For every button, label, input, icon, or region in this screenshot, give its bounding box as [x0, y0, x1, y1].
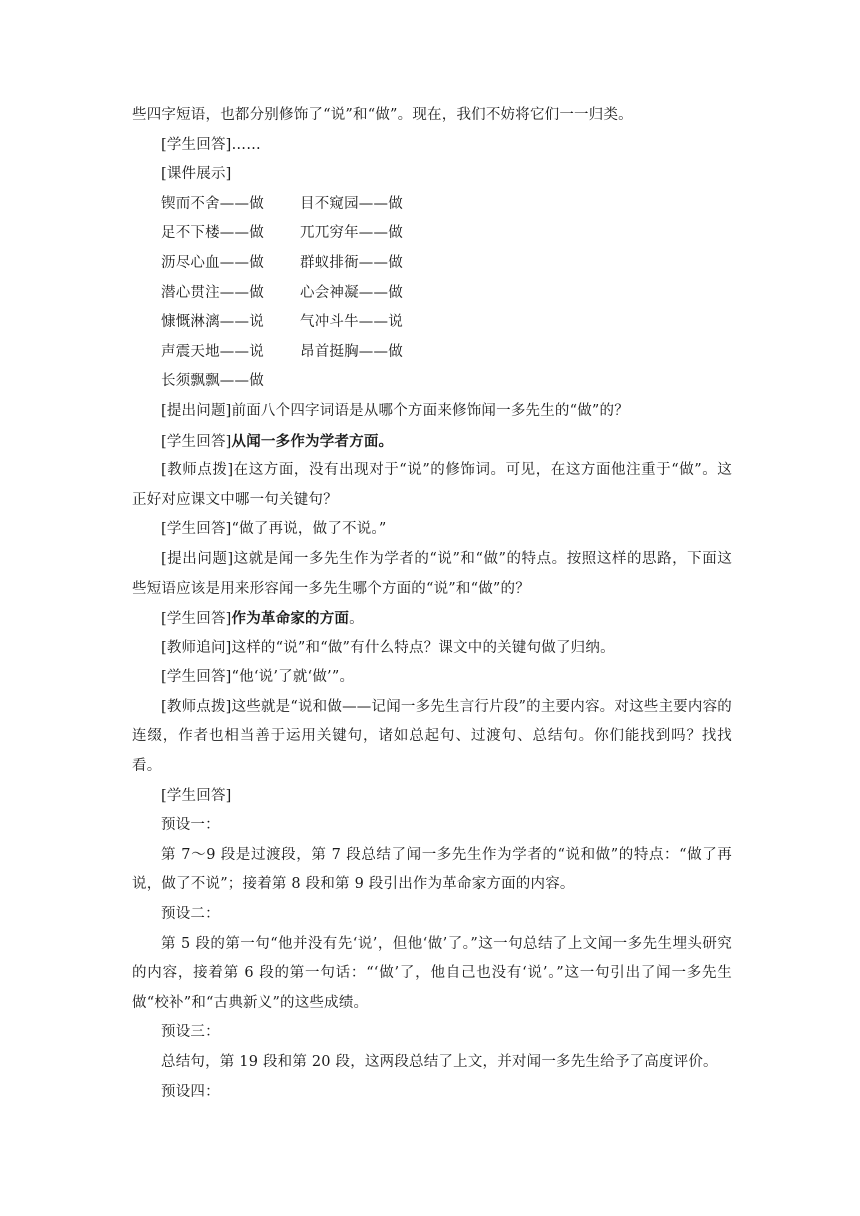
phrase-pair-2: [132, 219, 732, 249]
phrase-pair-3: [132, 249, 732, 279]
answer-4-text: 作为革命家的方面: [231, 610, 350, 628]
phrase-right: 兀兀穷年——做: [300, 225, 403, 242]
question-1: [132, 397, 732, 427]
answer-4-label: [学生回答]: [161, 611, 232, 628]
preset-2-text: 第 5 段的第一句“他并没有先‘说’，但他‘做’了。”这一句总结了上文闻一多先生埋头研究的内容，接着第 6 段的第一句话：“‘做’了，他自己也没有‘说’。”这一句引出了闻一多先生做“校补”和“古典新义”的这些成绩。: [132, 935, 732, 1011]
phrase-right: 昂首挺胸——做: [300, 343, 403, 360]
question-2-text: 这就是闻一多先生作为学者的“说”和“做”的特点。按照这样的思路，下面这些短语应该是用来形容闻一多先生哪个方面的“说”和“做”的？: [132, 550, 732, 597]
preset-3-label: 预设三：: [161, 1024, 220, 1041]
answer-4-end: 。: [349, 611, 364, 628]
guidance-1-text: 在这方面，没有出现对于“说”的修饰词。可见，在这方面他注重于“做”。这正好对应课文中哪一句关键句？: [132, 462, 732, 508]
phrase-pair-6: [132, 338, 732, 368]
guidance-1-label: [教师点拨]: [161, 462, 234, 479]
phrase-left: 慷慨淋漓——说: [161, 314, 264, 331]
question-2: [132, 545, 732, 604]
preset-2-label: 预设二：: [161, 906, 220, 923]
phrase-left: 足不下楼——做: [161, 225, 264, 242]
phrase-left: 潜心贯注——做: [161, 284, 264, 301]
phrase-right: 群蚁排衙——做: [300, 254, 403, 271]
phrase-left: 沥尽心血——做: [161, 254, 264, 271]
student-answer-6: [学生回答]: [161, 787, 232, 804]
document-page: [132, 101, 732, 1107]
phrase-left: 锲而不舍——做: [161, 195, 264, 212]
student-answer-4: [132, 604, 732, 634]
preset-3-text: 总结句，第 19 段和第 20 段，这两段总结了上文，并对闻一多先生给予了高度评价。: [161, 1054, 718, 1070]
phrase-pair-5: [132, 308, 732, 338]
teacher-followup: [教师追问]这样的“说”和“做”有什么特点？课文中的关键句做了归纳。: [161, 639, 615, 656]
teacher-guidance-1: [132, 456, 732, 515]
phrase-right: 心会神凝——做: [300, 284, 403, 301]
phrase-left: 声震天地——说: [161, 343, 264, 360]
answer-2-end: 。: [378, 432, 394, 450]
courseware-label: [课件展示]: [161, 166, 232, 183]
preset-1-label: 预设一：: [161, 817, 220, 834]
phrase-right: 目不窥园——做: [300, 195, 403, 212]
question-1-label: [提出问题]: [161, 402, 232, 419]
student-answer-5: [学生回答]“他‘说’了就‘做’”。: [161, 669, 355, 686]
teacher-guidance-2: [教师点拨]这些就是“说和做——记闻一多先生言行片段”的主要内容。对这些主要内容的连缀，作者也相当善于运用关键句，诸如总起句、过渡句、总结句。你们能找到吗？找找看。: [132, 698, 732, 775]
student-answer-2: [132, 427, 732, 457]
preset-4-label: 预设四：: [161, 1083, 220, 1100]
preset-1-text: 第 7～9 段是过渡段，第 7 段总结了闻一多先生作为学者的“说和做”的特点：“做了再说，做了不说”；接着第 8 段和第 9 段引出作为革命家方面的内容。: [132, 846, 732, 893]
student-answer-1: [学生回答]……: [161, 136, 261, 153]
question-2-label: [提出问题]: [161, 550, 234, 567]
question-1-text: 前面八个四字词语是从哪个方面来修饰闻一多先生的“做”的？: [231, 402, 629, 419]
phrase-right: 气冲斗牛——说: [300, 314, 403, 331]
student-answer-3: [学生回答]“做了再说，做了不说。”: [161, 521, 387, 538]
phrase-last: 长须飘飘——做: [161, 373, 264, 390]
phrase-pair-4: [132, 279, 732, 309]
answer-2-label: [学生回答]: [161, 433, 232, 450]
intro-line: 些四字短语，也都分别修饰了“说”和“做”。现在，我们不妨将它们一一归类。: [132, 107, 633, 123]
answer-2-text: 从闻一多作为学者方面: [231, 432, 379, 450]
phrase-pair-1: [132, 190, 732, 220]
